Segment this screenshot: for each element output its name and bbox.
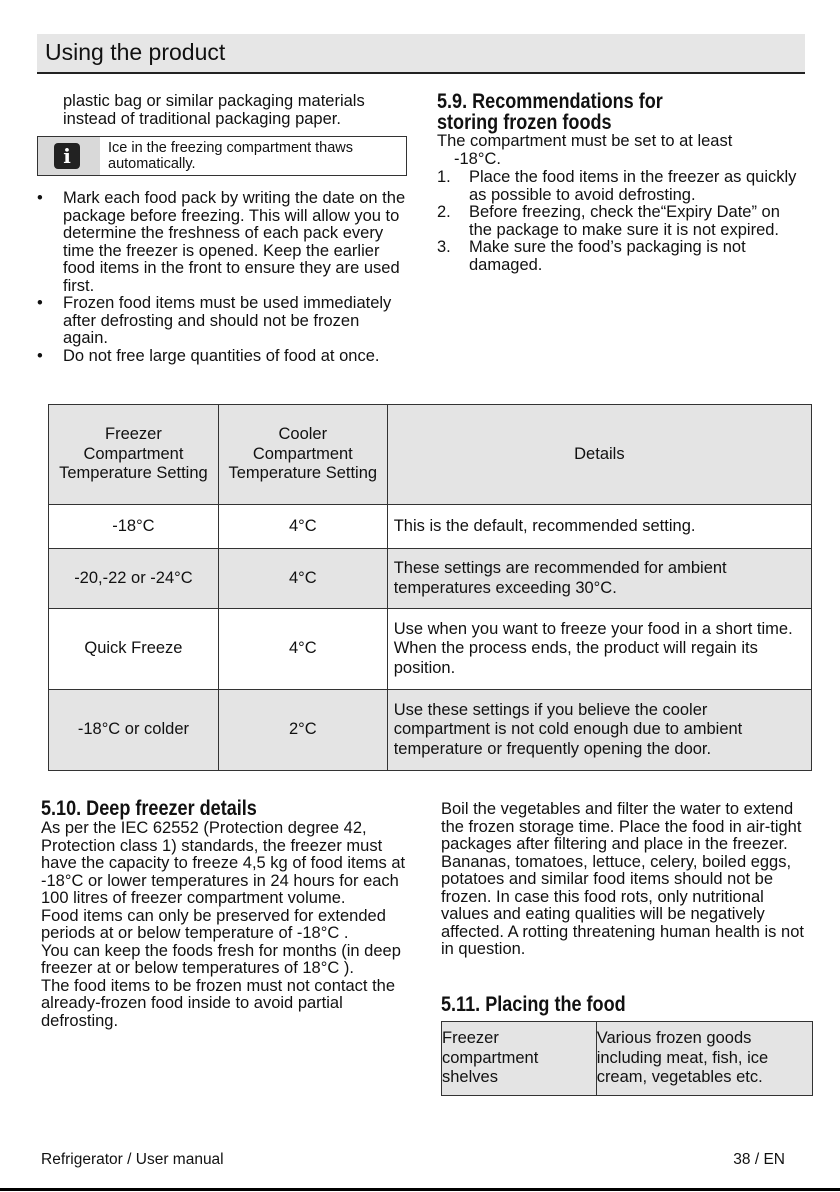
table-row: -18°C 4°C This is the default, recommended setting. bbox=[49, 505, 812, 549]
section-510-body bbox=[41, 820, 411, 1030]
section-510-title: 5.10. Deep freezer details bbox=[41, 797, 257, 820]
table-row: Quick Freeze 4°C Use when you want to freeze your food in a short time. When the process ends, the product will regain its position. bbox=[49, 609, 812, 690]
info-note bbox=[37, 136, 407, 176]
continued-text: plastic bag or similar packaging materials instead of traditional packaging paper. bbox=[63, 92, 365, 128]
freezing-bullets bbox=[37, 190, 407, 365]
page-number: 38 / EN bbox=[733, 1151, 785, 1168]
section-59-intro-2: -18°C. bbox=[454, 150, 501, 168]
section-59-steps bbox=[437, 169, 805, 274]
placing-food-table bbox=[441, 1021, 813, 1096]
bottom-rule bbox=[0, 1188, 840, 1191]
header-freezer: Freezer Compartment Temperature Setting bbox=[49, 405, 219, 505]
list-item: • Do not free large quantities of food at once. bbox=[37, 348, 407, 366]
contents-cell: Various frozen goods including meat, fish, ice cream, vegetables etc. bbox=[596, 1022, 812, 1096]
temperature-settings-table bbox=[48, 404, 812, 771]
header-details: Details bbox=[387, 405, 811, 505]
info-note-text: Ice in the freezing compartment thaws automatically. bbox=[108, 140, 354, 172]
section-59-title-2: storing frozen foods bbox=[437, 111, 612, 134]
list-item: 3. Make sure the food’s packaging is not damaged. bbox=[437, 238, 746, 274]
header-cooler: Cooler Compartment Temperature Setting bbox=[218, 405, 387, 505]
list-item: 2. Before freezing, check the“Expiry Date” on the package to make sure it is not expired. bbox=[437, 203, 780, 239]
vegetables-paragraph: Boil the vegetables and filter the water to extend the frozen storage time. Place the food in air-tight packages after filtering and place in the freezer. Bananas, tomatoes, lettuce, celery, boiled eggs, potatoes and similar food items should not be frozen. In case this food rots, only nutritional values and eating qualities will be negatively affected. A rotting threatening human health is not in question. bbox=[441, 800, 804, 958]
page-header bbox=[37, 34, 805, 74]
info-icon: i bbox=[54, 143, 80, 169]
table-row: -18°C or colder 2°C Use these settings if you believe the cooler compartment is not cold enough due to ambient temperature or frequently opening the door. bbox=[49, 690, 812, 771]
list-item: • Frozen food items must be used immediately after defrosting and should not be frozen again. bbox=[37, 295, 407, 348]
footer-left: Refrigerator / User manual bbox=[41, 1151, 224, 1168]
paragraph: The food items to be frozen must not contact the already-frozen food inside to avoid partial defrosting. bbox=[41, 976, 396, 1030]
table-row: -20,-22 or -24°C 4°C These settings are recommended for ambient temperatures exceeding 30°C. bbox=[49, 549, 812, 609]
table-row bbox=[442, 1022, 813, 1096]
paragraph: As per the IEC 62552 (Protection degree 42, Protection class 1) standards, the freezer must have the capacity to freeze 4,5 kg of food items at -18°C or lower temperatures in 24 hours for each 100 litres of freezer compartment volume. bbox=[41, 819, 406, 907]
list-item: • Mark each food pack by writing the date on the package before freezing. This will allow you to determine the freshness of each pack every time the freezer is opened. Keep the earlier food items in the front to ensure they are used first. bbox=[37, 190, 407, 295]
list-item: 1. Place the food items in the freezer as quickly as possible to avoid defrosting. bbox=[437, 168, 797, 204]
section-59-title-1: 5.9. Recommendations for bbox=[437, 90, 663, 113]
section-59-intro-1: The compartment must be set to at least bbox=[437, 132, 733, 150]
paragraph: Food items can only be preserved for extended periods at or below temperature of -18°C . bbox=[41, 906, 386, 942]
paragraph: You can keep the foods fresh for months (in deep freezer at or below temperatures of 18°C ). bbox=[41, 941, 401, 977]
place-cell: Freezer compartment shelves bbox=[442, 1022, 597, 1096]
section-511-title: 5.11. Placing the food bbox=[441, 993, 626, 1016]
page-header-title: Using the product bbox=[45, 39, 226, 65]
table-header-row bbox=[49, 405, 812, 505]
